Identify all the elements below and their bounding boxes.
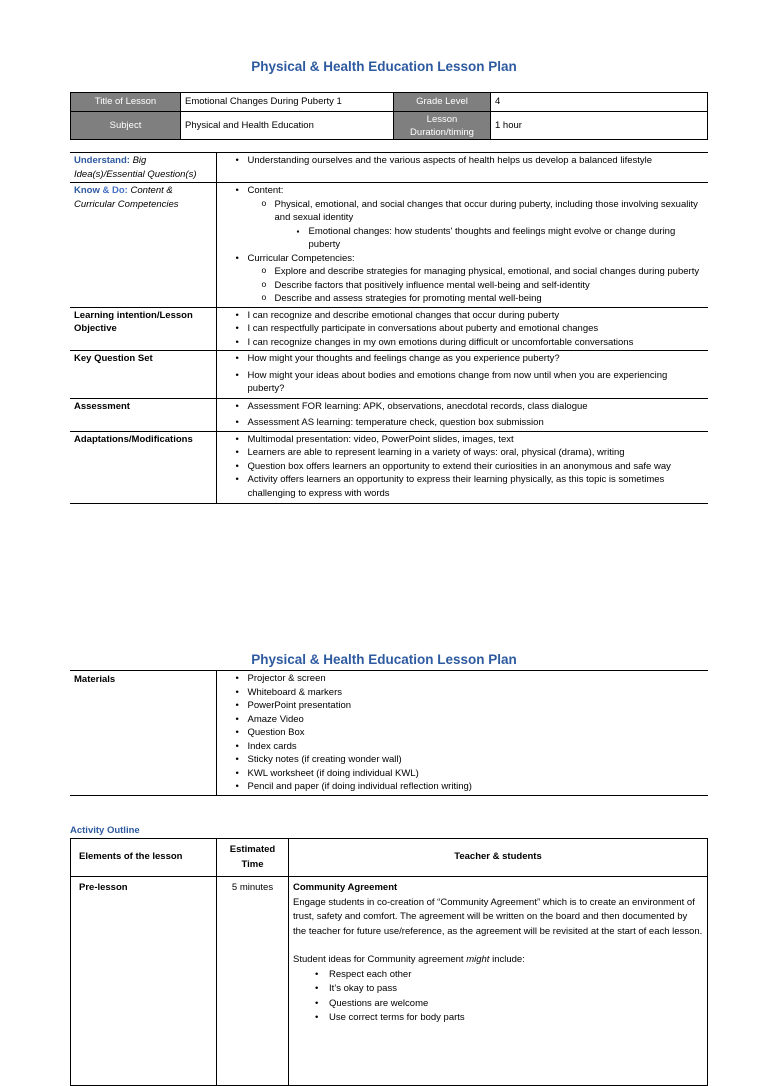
title-of-lesson-value: Emotional Changes During Puberty 1: [181, 93, 394, 112]
know-do-row: [70, 183, 708, 308]
ideas-post: include:: [489, 954, 525, 965]
table-row: [71, 877, 708, 1086]
list-item: • How might your ideas about bodies and emotions change from now until when you are experiencing puberty?: [221, 369, 705, 396]
duration-value: 1 hour: [491, 112, 708, 140]
page-title-2: Physical & Health Education Lesson Plan: [251, 652, 517, 667]
list-item: • Learners are able to represent learning in a variety of ways: oral, physical (drama), writing: [221, 446, 705, 460]
activity-outline-table: [70, 838, 708, 1086]
activity-outline-label: Activity Outline: [70, 825, 140, 836]
list-item: • How might your thoughts and feelings change as you experience puberty?: [221, 352, 705, 366]
competency-item: o Describe and assess strategies for promoting mental well-being: [221, 292, 705, 306]
ideas-pre: Student ideas for Community agreement: [293, 954, 467, 965]
intention-row: [70, 307, 708, 351]
elements-header: Elements of the lesson: [71, 839, 217, 877]
assessment-row: [70, 398, 708, 431]
list-item: • It’s okay to pass: [293, 982, 703, 997]
subject-value: Physical and Health Education: [181, 112, 394, 140]
materials-table: [70, 670, 708, 796]
subject-label: Subject: [71, 112, 181, 140]
duration-label-line2: Duration/timing: [410, 126, 474, 138]
understand-label-rest: Big Idea(s)/Essential Question(s): [74, 155, 197, 180]
materials-label: Materials: [70, 671, 216, 796]
ideas-might: might: [466, 954, 490, 965]
adaptations-label: Adaptations/Modifications: [70, 431, 216, 504]
list-item: • PowerPoint presentation: [221, 699, 705, 713]
list-item: • Projector & screen: [221, 672, 705, 686]
list-item: • Whiteboard & markers: [221, 686, 705, 700]
list-item: • I can recognize and describe emotional changes that occur during puberty: [221, 309, 705, 323]
assessment-label: Assessment: [70, 398, 216, 431]
lesson-header-table: [70, 92, 708, 140]
time-header: Estimated Time: [217, 839, 289, 877]
student-ideas-line: [293, 953, 703, 968]
content-label: Content:: [247, 185, 284, 196]
list-item: • Assessment FOR learning: APK, observations, anecdotal records, class dialogue: [221, 400, 705, 414]
understand-label-blue: Understand:: [74, 155, 130, 166]
duration-label-line1: Lesson: [426, 113, 458, 125]
list-item: • Question box offers learners an opportunity to extend their curiosities in an anonymous and safe way: [221, 460, 705, 474]
list-item: • Assessment AS learning: temperature check, question box submission: [221, 416, 705, 430]
time-cell: 5 minutes: [217, 877, 289, 1086]
list-item: • Sticky notes (if creating wonder wall): [221, 753, 705, 767]
know-label: Know: [74, 185, 100, 196]
list-item: • Amaze Video: [221, 713, 705, 727]
list-item: • Understanding ourselves and the various aspects of health helps us develop a balanced lifestyle: [221, 154, 705, 168]
list-item: • KWL worksheet (if doing individual KWL): [221, 767, 705, 781]
activity-header-row: [71, 839, 708, 877]
do-label: & Do:: [99, 185, 128, 196]
materials-row: [70, 671, 708, 796]
competencies-label: • Curricular Competencies:: [221, 252, 705, 266]
teacher-students-cell: [289, 877, 708, 1086]
list-item: • Pencil and paper (if doing individual reflection writing): [221, 780, 705, 794]
key-question-row: [70, 351, 708, 399]
list-item: • Questions are welcome: [293, 997, 703, 1012]
understand-row: [70, 153, 708, 183]
title-of-lesson-label: Title of Lesson: [71, 93, 181, 112]
grade-level-label: Grade Level: [394, 93, 491, 112]
content-subsub-item: ▪ Emotional changes: how students' thoughts and feelings might evolve or change during puberty: [221, 225, 705, 252]
community-agreement-paragraph: Engage students in co-creation of “Community Agreement” which is to create an environment of trust, safety and comfort. The agreement will be written on the board and then documented by the teacher for future use/reference, as the agreement will be revisited at the start of each lesson.: [293, 896, 703, 937]
duration-label: [394, 112, 491, 140]
list-item: • I can respectfully participate in conversations about puberty and emotional changes: [221, 322, 705, 336]
lesson-details-table: [70, 152, 708, 504]
know-do-label: [70, 183, 216, 308]
page-title: Physical & Health Education Lesson Plan: [251, 59, 517, 74]
list-item: • Index cards: [221, 740, 705, 754]
key-question-label: Key Question Set: [70, 351, 216, 399]
list-item: • Activity offers learners an opportunity to express their learning physically, as this topic is sometimes challenging to express with words: [221, 473, 705, 500]
list-item: • Respect each other: [293, 968, 703, 983]
competency-item: o Describe factors that positively influence mental well-being and self-identity: [221, 279, 705, 293]
list-item: • Question Box: [221, 726, 705, 740]
understand-label: [70, 153, 216, 183]
list-item: • Multimodal presentation: video, PowerPoint slides, images, text: [221, 433, 705, 447]
content-sub-item: o Physical, emotional, and social changes that occur during puberty, including those involving sexuality and sexual identity: [221, 198, 705, 225]
adaptations-row: [70, 431, 708, 504]
grade-level-value: 4: [491, 93, 708, 112]
know-do-label-rest: Content & Curricular Competencies: [74, 185, 179, 210]
community-agreement-heading: Community Agreement: [293, 882, 398, 893]
list-item: • Use correct terms for body parts: [293, 1011, 703, 1026]
content-item: [221, 184, 705, 198]
competency-item: o Explore and describe strategies for managing physical, emotional, and social changes during puberty: [221, 265, 705, 279]
pre-lesson-cell: Pre-lesson: [71, 877, 217, 1086]
list-item: • I can recognize changes in my own emotions during difficult or uncomfortable conversations: [221, 336, 705, 350]
intention-label: Learning intention/Lesson Objective: [70, 307, 216, 351]
teacher-students-header: Teacher & students: [289, 839, 708, 877]
